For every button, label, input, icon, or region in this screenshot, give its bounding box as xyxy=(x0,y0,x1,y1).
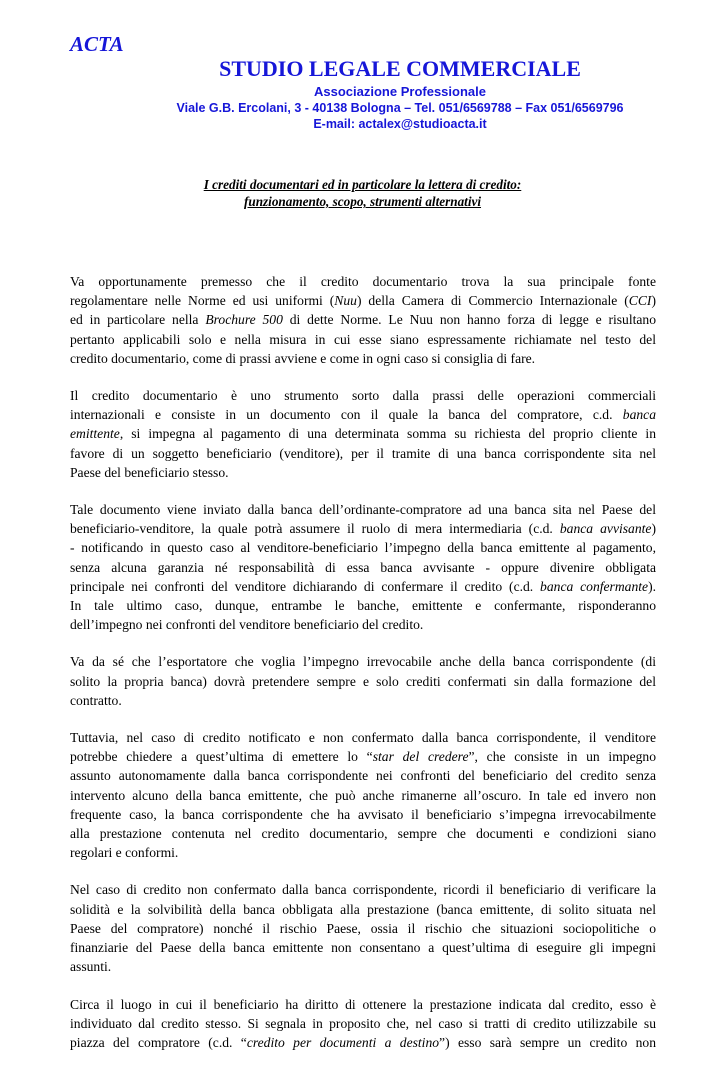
text-line: emittente, si impegna al pagamento di una determinata somma su richiesta del proprio cliente in xyxy=(70,426,656,442)
text-line: principale nei confronti del venditore dichiarando di confermare il credito (c.d. banca confermante). xyxy=(70,578,656,594)
italic-term: CCI xyxy=(628,293,652,309)
text-line: Tuttavia, nel caso di credito notificato e non confermato dalla banca corrispondente, il venditore xyxy=(70,730,656,746)
paragraph xyxy=(70,386,656,482)
text-line: ed in particolare nella Brochure 500 di dette Norme. Le Nuu non hanno forza di legge e risultano xyxy=(70,312,657,328)
text-line: contratto. xyxy=(70,692,122,708)
text-line: dell’impegno nei confronti del venditore beneficiario del credito. xyxy=(70,617,424,633)
italic-term: credito per documenti a destino xyxy=(246,1034,440,1050)
firm-type: Associazione Professionale xyxy=(314,84,486,99)
text-line: - notificando in questo caso al venditore-beneficiario l’impegno della banca emittente al pagamento, xyxy=(70,540,656,556)
text-line: senza alcuna garanzia né responsabilità di essa banca avvisante - oppure divenire obbligata xyxy=(70,559,656,575)
text-line: finanziarie del Paese della banca emittente non consentano a quest’ultima di eseguire gli impegni xyxy=(70,940,656,956)
text-line: solito la propria banca) dovrà pretendere sempre e solo crediti confermati sin dalla formazione del xyxy=(70,673,656,689)
acta-logo-text: ACTA xyxy=(70,32,124,56)
text-line: Il credito documentario è uno strumento sorto dalla prassi delle operazioni commerciali xyxy=(70,388,656,404)
firm-email: E-mail: actalex@studioacta.it xyxy=(313,117,487,131)
text-line: credito documentario, come di prassi avviene e come in ogni caso si consiglia di fare. xyxy=(70,350,536,366)
italic-term: Brochure 500 xyxy=(205,312,283,328)
title-line-1: I crediti documentari ed in particolare la lettera di credito: xyxy=(203,177,522,192)
paragraph xyxy=(70,728,656,862)
text-line: favore di un soggetto beneficiario (venditore), per il tramite di una banca corrispondente sita nel xyxy=(70,445,656,461)
text-line: regolari e conformi. xyxy=(70,845,179,861)
text-line: potrebbe chiedere a quest’ultima di emettere lo “star del credere”, che consiste in un impegno xyxy=(70,749,657,765)
paragraph xyxy=(70,272,656,368)
paragraph xyxy=(70,500,656,634)
text-line: Paese del beneficiario stesso. xyxy=(70,464,229,480)
text-line: Va opportunamente premesso che il credito documentario trova la sua principale fonte xyxy=(70,274,656,289)
paragraph xyxy=(70,880,656,976)
document-body xyxy=(70,272,656,1070)
italic-term: Nuu xyxy=(334,293,357,309)
italic-term: star del credere xyxy=(372,749,469,765)
text-line: beneficiario-venditore, la quale potrà assumere il ruolo di mera intermediaria (c.d. banca avvisante) xyxy=(70,521,656,537)
text-line: frequente caso, la banca corrispondente che ha avvisato il beneficiario s’impegna irrevocabilmente xyxy=(70,806,656,822)
text-line: regolamentare nelle Norme ed usi uniformi (Nuu) della Camera di Commercio Internazionale (CCI) xyxy=(70,293,656,309)
letterhead xyxy=(0,55,725,132)
document-title xyxy=(70,176,655,210)
text-line: assunti. xyxy=(70,959,112,975)
text-line: piazza del compratore (c.d. “credito per documenti a destino”) esso sarà sempre un credito non xyxy=(70,1034,656,1050)
text-line: pertanto applicabili solo e nella misura in cui esse siano espressamente richiamate nel testo del xyxy=(70,331,656,347)
text-line: intervento alcuno della banca emittente, che può anche rimanerne all’oscuro. In tale ed invero non xyxy=(70,787,656,803)
text-line: Paese del compratore) nonché il rischio Paese, ossia il rischio che situazioni sociopolitiche o xyxy=(70,920,656,936)
text-line: solidità e la solvibilità della banca obbligata alla prestazione (banca emittente, di solito situata nel xyxy=(70,901,656,917)
italic-term: banca avvisante xyxy=(559,521,652,537)
text-line: Nel caso di credito non confermato dalla banca corrispondente, ricordi il beneficiario di verificare la xyxy=(70,882,656,898)
title-line-2: funzionamento, scopo, strumenti alternativi xyxy=(243,194,482,209)
paragraph xyxy=(70,652,656,710)
text-line: Va da sé che l’esportatore che voglia l’impegno irrevocabile anche della banca corrispondente (di xyxy=(70,654,656,670)
text-line: In tale ultimo caso, dunque, entrambe le banche, emittente e confermante, risponderanno xyxy=(70,598,656,614)
italic-term: banca xyxy=(622,407,656,423)
text-line: individuato dal credito stesso. Si segnala in proposito che, nel caso si tratti di credito utilizzabile su xyxy=(70,1015,656,1031)
firm-name: STUDIO LEGALE COMMERCIALE xyxy=(219,56,581,81)
text-line: alla prestazione contenuta nel credito documentario, sempre che documenti e condizioni siano xyxy=(70,826,656,842)
text-line: Circa il luogo in cui il beneficiario ha diritto di ottenere la prestazione indicata dal credito, esso è xyxy=(70,996,656,1012)
text-line: internazionali e consiste in un documento con il quale la banca del compratore, c.d. banca xyxy=(70,407,656,423)
paragraph xyxy=(70,995,656,1053)
text-line: Tale documento viene inviato dalla banca dell’ordinante-compratore ad una banca sita nel Paese del xyxy=(70,502,656,518)
italic-term: banca confermante xyxy=(540,578,649,594)
italic-term: emittente xyxy=(70,426,120,442)
text-line: assunto autonomamente dalla banca corrispondente nei confronti del beneficiario del credito senza xyxy=(70,768,656,784)
firm-address: Viale G.B. Ercolani, 3 - 40138 Bologna – Tel. 051/6569788 – Fax 051/6569796 xyxy=(176,101,624,115)
